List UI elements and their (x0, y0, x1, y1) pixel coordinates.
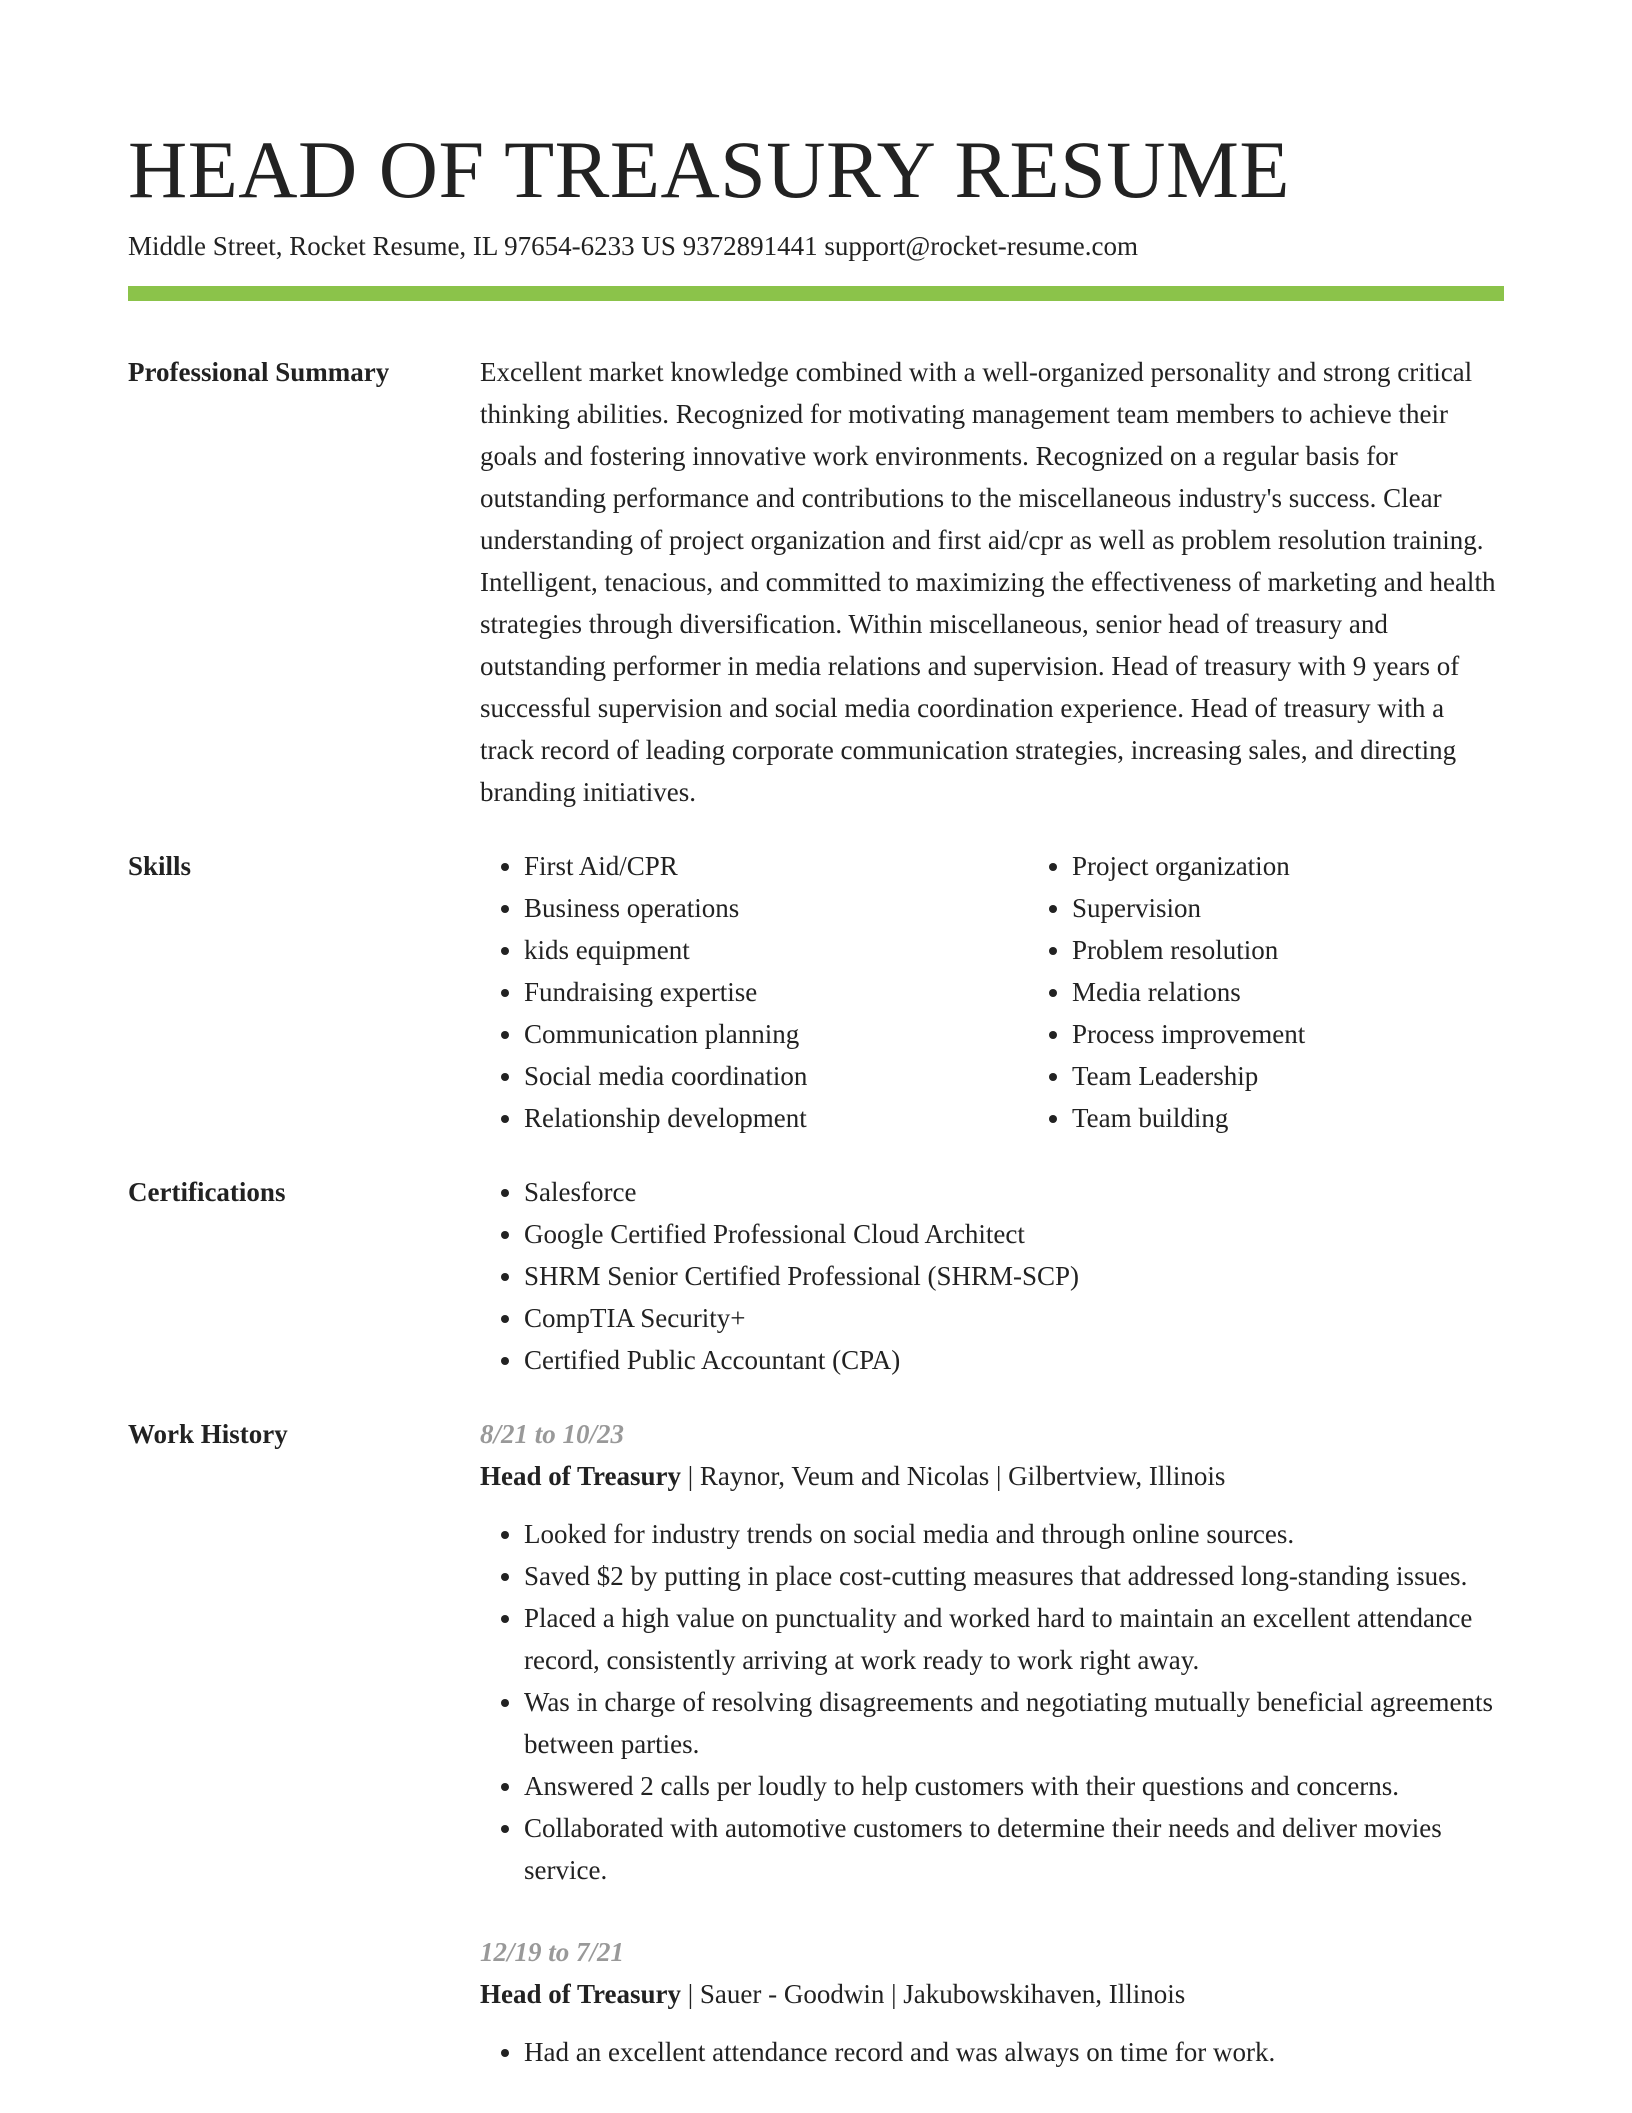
skill-item: • Media relations (1072, 971, 1576, 1013)
job-heading (480, 1455, 1504, 1497)
summary-label: Professional Summary (128, 357, 390, 387)
certification-item: • CompTIA Security+ (524, 1297, 1504, 1339)
skill-item: • Supervision (1072, 887, 1576, 929)
job-bullet: • Had an excellent attendance record and was always on time for work. (524, 2031, 1504, 2073)
job-bullet: • Placed a high value on punctuality and worked hard to maintain an excellent attendance record, consistently arriving at work ready to work right away. (524, 1597, 1504, 1681)
certifications-list (480, 1171, 1504, 1381)
skill-item: • Project organization (1072, 845, 1576, 887)
job-bullet: • Answered 2 calls per loudly to help customers with their questions and concerns. (524, 1765, 1504, 1807)
resume-page (128, 120, 1504, 2113)
summary-section (128, 351, 1504, 813)
certification-item: • Salesforce (524, 1171, 1504, 1213)
job-heading (480, 1973, 1504, 2015)
job-bullet: • Collaborated with automotive customers to determine their needs and deliver movies service. (524, 1807, 1504, 1891)
contact-info: Middle Street, Rocket Resume, IL 97654-6233 US 9372891441 support@rocket-resume.com (128, 231, 1138, 261)
certifications-label: Certifications (128, 1177, 286, 1207)
skill-item: • Fundraising expertise (524, 971, 1028, 1013)
certifications-section (128, 1171, 1504, 1381)
skill-item: • Business operations (524, 887, 1028, 929)
work-history-label: Work History (128, 1419, 288, 1449)
job-bullets (480, 1513, 1504, 1891)
job-bullets (480, 2031, 1504, 2073)
certification-item: • Google Certified Professional Cloud Architect (524, 1213, 1504, 1255)
accent-divider (128, 286, 1504, 301)
skill-item: • Communication planning (524, 1013, 1028, 1055)
job-details: | Raynor, Veum and Nicolas | Gilbertview, Illinois (681, 1461, 1226, 1491)
skill-item: • First Aid/CPR (524, 845, 1028, 887)
job-details: | Sauer - Goodwin | Jakubowskihaven, Illinois (681, 1979, 1186, 2009)
skills-section (128, 845, 1504, 1139)
summary-text: Excellent market knowledge combined with a well-organized personality and strong critical thinking abilities. Recognized for motivating management team members to achieve their goals and fostering innovative work environments. Recognized on a regular basis for outstanding performance and contributions to the miscellaneous industry's success. Clear understanding of project organization and first aid/cpr as well as problem resolution training. Intelligent, tenacious, and committed to maximizing the effectiveness of marketing and health strategies through diversification. Within miscellaneous, senior head of treasury and outstanding performer in media relations and supervision. Head of treasury with 9 years of successful supervision and social media coordination experience. Head of treasury with a track record of leading corporate communication strategies, increasing sales, and directing branding initiatives. (480, 357, 1496, 807)
work-history-section (128, 1413, 1504, 2113)
job-bullet: • Was in charge of resolving disagreements and negotiating mutually beneficial agreements between parties. (524, 1681, 1504, 1765)
job-bullet: • Looked for industry trends on social media and through online sources. (524, 1513, 1504, 1555)
job-dates: 12/19 to 7/21 (480, 1937, 625, 1967)
certification-item: • Certified Public Accountant (CPA) (524, 1339, 1504, 1381)
skill-item: • Process improvement (1072, 1013, 1576, 1055)
skill-item: • Social media coordination (524, 1055, 1028, 1097)
job-dates: 8/21 to 10/23 (480, 1419, 625, 1449)
skills-label: Skills (128, 851, 192, 881)
job-entry (480, 1931, 1504, 2073)
job-bullet: • Saved $2 by putting in place cost-cutting measures that addressed long-standing issues. (524, 1555, 1504, 1597)
skill-item: • Team Leadership (1072, 1055, 1576, 1097)
skill-item: • kids equipment (524, 929, 1028, 971)
certification-item: • SHRM Senior Certified Professional (SHRM-SCP) (524, 1255, 1504, 1297)
skills-list-left (480, 845, 1028, 1139)
job-title: Head of Treasury (480, 1979, 681, 2009)
job-entry (480, 1413, 1504, 1891)
skill-item: • Problem resolution (1072, 929, 1576, 971)
job-title: Head of Treasury (480, 1461, 681, 1491)
skill-item: • Team building (1072, 1097, 1576, 1139)
skill-item: • Relationship development (524, 1097, 1028, 1139)
skills-list-right (1028, 845, 1576, 1139)
resume-title: HEAD OF TREASURY RESUME (128, 124, 1290, 215)
